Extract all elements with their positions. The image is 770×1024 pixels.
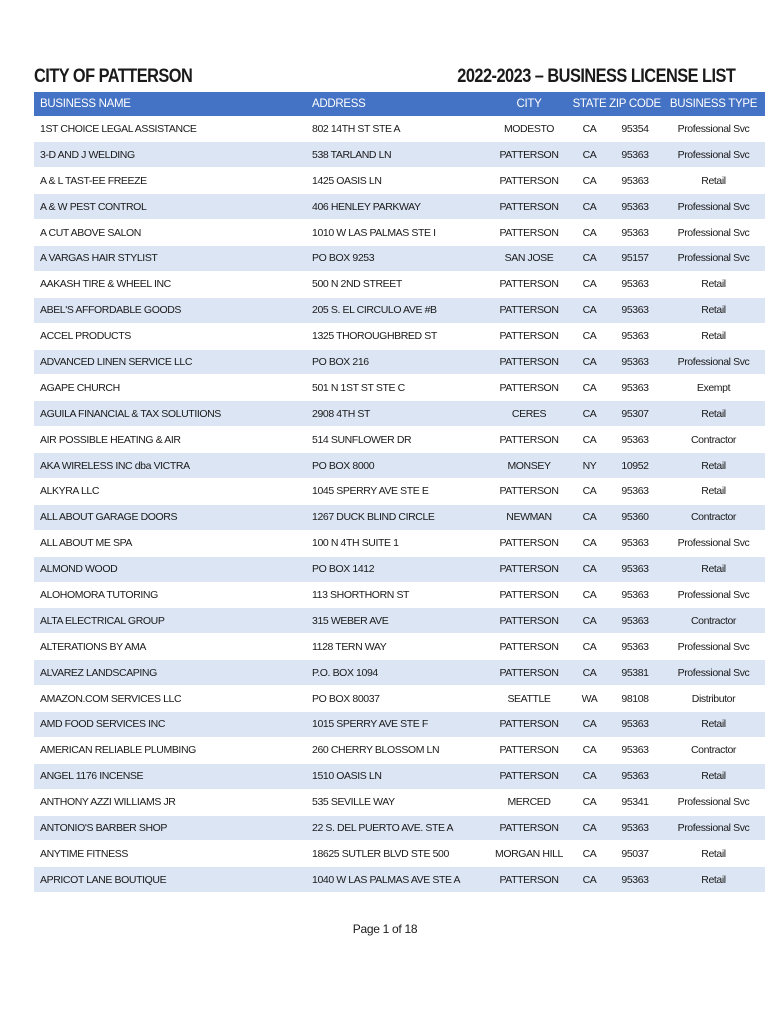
cell-zip-code: 95363 — [608, 194, 662, 220]
cell-address: 406 HENLEY PARKWAY — [312, 194, 487, 220]
cell-business-type: Retail — [662, 867, 765, 893]
cell-zip-code: 95363 — [608, 271, 662, 297]
cell-business-name: ALVAREZ LANDSCAPING — [34, 660, 312, 686]
cell-state: CA — [571, 841, 608, 867]
cell-state: CA — [571, 220, 608, 246]
table-row — [34, 504, 765, 530]
cell-address: PO BOX 1412 — [312, 556, 487, 582]
column-header-state: STATE — [572, 98, 607, 110]
cell-address: 1510 OASIS LN — [312, 763, 487, 789]
cell-zip-code: 95037 — [608, 841, 662, 867]
table-header-row — [34, 92, 765, 116]
list-title: 2022-2023 – BUSINESS LICENSE LIST — [456, 66, 735, 87]
cell-city: PATTERSON — [487, 142, 571, 168]
cell-business-name: ALL ABOUT ME SPA — [34, 530, 312, 556]
cell-address: 501 N 1ST ST STE C — [312, 375, 487, 401]
cell-zip-code: 95363 — [608, 556, 662, 582]
cell-state: CA — [571, 271, 608, 297]
cell-business-type: Professional Svc — [662, 660, 765, 686]
cell-zip-code: 95363 — [608, 142, 662, 168]
cell-address: 802 14TH ST STE A — [312, 116, 487, 142]
cell-business-name: AGUILA FINANCIAL & TAX SOLUTIIONS — [34, 401, 312, 427]
cell-city: PATTERSON — [487, 478, 571, 504]
column-header-zip-code: ZIP CODE — [609, 98, 661, 110]
cell-address: PO BOX 216 — [312, 349, 487, 375]
cell-city: PATTERSON — [487, 297, 571, 323]
cell-address: 22 S. DEL PUERTO AVE. STE A — [312, 815, 487, 841]
cell-business-name: A & W PEST CONTROL — [34, 194, 312, 220]
table-row — [34, 297, 765, 323]
cell-city: PATTERSON — [487, 375, 571, 401]
cell-address: 1015 SPERRY AVE STE F — [312, 711, 487, 737]
cell-city: PATTERSON — [487, 815, 571, 841]
table-body — [34, 116, 765, 893]
table-row — [34, 556, 765, 582]
cell-address: 1128 TERN WAY — [312, 634, 487, 660]
cell-zip-code: 95363 — [608, 323, 662, 349]
cell-business-name: ADVANCED LINEN SERVICE LLC — [34, 349, 312, 375]
cell-zip-code: 95341 — [608, 789, 662, 815]
cell-city: CERES — [487, 401, 571, 427]
cell-city: PATTERSON — [487, 530, 571, 556]
cell-state: CA — [571, 297, 608, 323]
table-row — [34, 763, 765, 789]
cell-city: PATTERSON — [487, 427, 571, 453]
cell-business-type: Professional Svc — [662, 582, 765, 608]
cell-business-name: ALTERATIONS BY AMA — [34, 634, 312, 660]
cell-address: PO BOX 8000 — [312, 453, 487, 479]
table-row — [34, 245, 765, 271]
cell-state: CA — [571, 582, 608, 608]
table-row — [34, 789, 765, 815]
table-row — [34, 220, 765, 246]
cell-zip-code: 95157 — [608, 245, 662, 271]
table-row — [34, 401, 765, 427]
cell-business-type: Professional Svc — [662, 349, 765, 375]
cell-state: CA — [571, 660, 608, 686]
table-row — [34, 478, 765, 504]
cell-city: NEWMAN — [487, 504, 571, 530]
cell-business-name: AAKASH TIRE & WHEEL INC — [34, 271, 312, 297]
cell-state: CA — [571, 194, 608, 220]
cell-zip-code: 98108 — [608, 686, 662, 712]
cell-zip-code: 95363 — [608, 608, 662, 634]
table-row — [34, 608, 765, 634]
cell-business-type: Professional Svc — [662, 245, 765, 271]
cell-zip-code: 95363 — [608, 220, 662, 246]
table-row — [34, 168, 765, 194]
cell-business-type: Exempt — [662, 375, 765, 401]
table-row — [34, 453, 765, 479]
cell-business-name: AGAPE CHURCH — [34, 375, 312, 401]
cell-business-name: AMD FOOD SERVICES INC — [34, 711, 312, 737]
cell-state: WA — [571, 686, 608, 712]
cell-city: PATTERSON — [487, 349, 571, 375]
city-title: CITY OF PATTERSON — [34, 66, 193, 87]
cell-state: CA — [571, 401, 608, 427]
cell-city: PATTERSON — [487, 220, 571, 246]
cell-address: 260 CHERRY BLOSSOM LN — [312, 737, 487, 763]
table-row — [34, 349, 765, 375]
cell-zip-code: 95381 — [608, 660, 662, 686]
cell-city: MODESTO — [487, 116, 571, 142]
cell-zip-code: 95363 — [608, 349, 662, 375]
table-row — [34, 375, 765, 401]
cell-business-name: AMAZON.COM SERVICES LLC — [34, 686, 312, 712]
table-row — [34, 634, 765, 660]
cell-city: PATTERSON — [487, 867, 571, 893]
cell-city: MERCED — [487, 789, 571, 815]
cell-business-name: ALKYRA LLC — [34, 478, 312, 504]
cell-address: 500 N 2ND STREET — [312, 271, 487, 297]
cell-city: PATTERSON — [487, 323, 571, 349]
business-license-table — [34, 92, 765, 893]
table-row — [34, 582, 765, 608]
cell-zip-code: 95363 — [608, 168, 662, 194]
cell-business-type: Professional Svc — [662, 116, 765, 142]
cell-address: 315 WEBER AVE — [312, 608, 487, 634]
table-row — [34, 194, 765, 220]
table-row — [34, 867, 765, 893]
cell-business-type: Professional Svc — [662, 142, 765, 168]
cell-address: 1040 W LAS PALMAS AVE STE A — [312, 867, 487, 893]
cell-address: 1425 OASIS LN — [312, 168, 487, 194]
cell-business-name: ALTA ELECTRICAL GROUP — [34, 608, 312, 634]
cell-zip-code: 95363 — [608, 297, 662, 323]
table-row — [34, 815, 765, 841]
cell-state: CA — [571, 142, 608, 168]
cell-zip-code: 95363 — [608, 763, 662, 789]
cell-business-type: Professional Svc — [662, 194, 765, 220]
cell-state: CA — [571, 556, 608, 582]
table-row — [34, 271, 765, 297]
cell-state: CA — [571, 789, 608, 815]
cell-city: MORGAN HILL — [487, 841, 571, 867]
cell-address: 205 S. EL CIRCULO AVE #B — [312, 297, 487, 323]
cell-zip-code: 95363 — [608, 634, 662, 660]
cell-business-type: Retail — [662, 297, 765, 323]
table-row — [34, 530, 765, 556]
cell-business-name: AKA WIRELESS INC dba VICTRA — [34, 453, 312, 479]
cell-business-type: Retail — [662, 271, 765, 297]
cell-address: 514 SUNFLOWER DR — [312, 427, 487, 453]
cell-state: CA — [571, 323, 608, 349]
cell-business-name: ABEL'S AFFORDABLE GOODS — [34, 297, 312, 323]
cell-zip-code: 95363 — [608, 530, 662, 556]
table-row — [34, 686, 765, 712]
cell-state: CA — [571, 116, 608, 142]
cell-address: 113 SHORTHORN ST — [312, 582, 487, 608]
cell-address: 1267 DUCK BLIND CIRCLE — [312, 504, 487, 530]
cell-state: CA — [571, 815, 608, 841]
cell-business-name: A CUT ABOVE SALON — [34, 220, 312, 246]
cell-city: PATTERSON — [487, 271, 571, 297]
cell-zip-code: 10952 — [608, 453, 662, 479]
cell-business-name: ANTONIO'S BARBER SHOP — [34, 815, 312, 841]
cell-business-type: Contractor — [662, 427, 765, 453]
cell-business-name: 3-D AND J WELDING — [34, 142, 312, 168]
title-bar — [34, 66, 763, 92]
table-row — [34, 427, 765, 453]
cell-address: 1325 THOROUGHBRED ST — [312, 323, 487, 349]
cell-business-type: Retail — [662, 478, 765, 504]
cell-zip-code: 95363 — [608, 815, 662, 841]
cell-city: PATTERSON — [487, 194, 571, 220]
document-page — [34, 66, 763, 893]
cell-city: SEATTLE — [487, 686, 571, 712]
cell-city: PATTERSON — [487, 556, 571, 582]
cell-business-type: Retail — [662, 453, 765, 479]
table-row — [34, 142, 765, 168]
cell-address: 100 N 4TH SUITE 1 — [312, 530, 487, 556]
cell-city: PATTERSON — [487, 608, 571, 634]
cell-business-type: Professional Svc — [662, 220, 765, 246]
cell-business-name: A & L TAST-EE FREEZE — [34, 168, 312, 194]
cell-business-type: Retail — [662, 711, 765, 737]
cell-city: PATTERSON — [487, 737, 571, 763]
cell-business-name: ANGEL 1176 INCENSE — [34, 763, 312, 789]
cell-state: NY — [571, 453, 608, 479]
cell-address: PO BOX 9253 — [312, 245, 487, 271]
cell-state: CA — [571, 504, 608, 530]
cell-zip-code: 95307 — [608, 401, 662, 427]
cell-address: 1010 W LAS PALMAS STE I — [312, 220, 487, 246]
table-row — [34, 116, 765, 142]
cell-state: CA — [571, 349, 608, 375]
cell-state: CA — [571, 634, 608, 660]
cell-business-type: Retail — [662, 401, 765, 427]
cell-city: PATTERSON — [487, 168, 571, 194]
cell-zip-code: 95363 — [608, 582, 662, 608]
cell-business-name: 1ST CHOICE LEGAL ASSISTANCE — [34, 116, 312, 142]
cell-business-name: ALL ABOUT GARAGE DOORS — [34, 504, 312, 530]
cell-zip-code: 95363 — [608, 427, 662, 453]
table-row — [34, 660, 765, 686]
column-header-business-type: BUSINESS TYPE — [669, 98, 758, 110]
cell-state: CA — [571, 478, 608, 504]
table-row — [34, 323, 765, 349]
cell-city: SAN JOSE — [487, 245, 571, 271]
cell-address: 2908 4TH ST — [312, 401, 487, 427]
table-row — [34, 737, 765, 763]
cell-business-type: Distributor — [662, 686, 765, 712]
cell-city: PATTERSON — [487, 660, 571, 686]
cell-state: CA — [571, 867, 608, 893]
page-number: Page 1 of 18 — [352, 922, 418, 936]
cell-zip-code: 95354 — [608, 116, 662, 142]
cell-business-type: Professional Svc — [662, 634, 765, 660]
cell-city: PATTERSON — [487, 582, 571, 608]
cell-state: CA — [571, 711, 608, 737]
cell-business-name: ALOHOMORA TUTORING — [34, 582, 312, 608]
cell-business-type: Retail — [662, 763, 765, 789]
cell-city: PATTERSON — [487, 634, 571, 660]
cell-business-name: A VARGAS HAIR STYLIST — [34, 245, 312, 271]
cell-zip-code: 95363 — [608, 478, 662, 504]
cell-zip-code: 95363 — [608, 737, 662, 763]
cell-zip-code: 95360 — [608, 504, 662, 530]
cell-state: CA — [571, 168, 608, 194]
cell-business-name: ALMOND WOOD — [34, 556, 312, 582]
column-header-city: CITY — [516, 98, 542, 110]
cell-city: PATTERSON — [487, 763, 571, 789]
cell-state: CA — [571, 737, 608, 763]
cell-address: 538 TARLAND LN — [312, 142, 487, 168]
column-header-address: ADDRESS — [312, 98, 366, 110]
cell-city: MONSEY — [487, 453, 571, 479]
cell-state: CA — [571, 375, 608, 401]
cell-address: 18625 SUTLER BLVD STE 500 — [312, 841, 487, 867]
cell-state: CA — [571, 427, 608, 453]
cell-business-type: Contractor — [662, 737, 765, 763]
cell-state: CA — [571, 763, 608, 789]
cell-business-type: Retail — [662, 323, 765, 349]
cell-business-type: Professional Svc — [662, 530, 765, 556]
cell-address: P.O. BOX 1094 — [312, 660, 487, 686]
column-header-business-name: BUSINESS NAME — [40, 98, 131, 110]
cell-zip-code: 95363 — [608, 375, 662, 401]
cell-state: CA — [571, 245, 608, 271]
cell-business-name: ANTHONY AZZI WILLIAMS JR — [34, 789, 312, 815]
cell-address: 535 SEVILLE WAY — [312, 789, 487, 815]
cell-business-name: AIR POSSIBLE HEATING & AIR — [34, 427, 312, 453]
cell-business-name: ACCEL PRODUCTS — [34, 323, 312, 349]
cell-business-name: ANYTIME FITNESS — [34, 841, 312, 867]
cell-address: 1045 SPERRY AVE STE E — [312, 478, 487, 504]
cell-business-type: Contractor — [662, 504, 765, 530]
cell-business-name: AMERICAN RELIABLE PLUMBING — [34, 737, 312, 763]
table-row — [34, 841, 765, 867]
cell-zip-code: 95363 — [608, 711, 662, 737]
table-row — [34, 711, 765, 737]
cell-business-type: Retail — [662, 168, 765, 194]
cell-business-name: APRICOT LANE BOUTIQUE — [34, 867, 312, 893]
cell-state: CA — [571, 608, 608, 634]
cell-business-type: Professional Svc — [662, 815, 765, 841]
cell-business-type: Contractor — [662, 608, 765, 634]
cell-business-type: Retail — [662, 556, 765, 582]
cell-zip-code: 95363 — [608, 867, 662, 893]
cell-city: PATTERSON — [487, 711, 571, 737]
cell-address: PO BOX 80037 — [312, 686, 487, 712]
cell-business-type: Retail — [662, 841, 765, 867]
cell-business-type: Professional Svc — [662, 789, 765, 815]
cell-state: CA — [571, 530, 608, 556]
